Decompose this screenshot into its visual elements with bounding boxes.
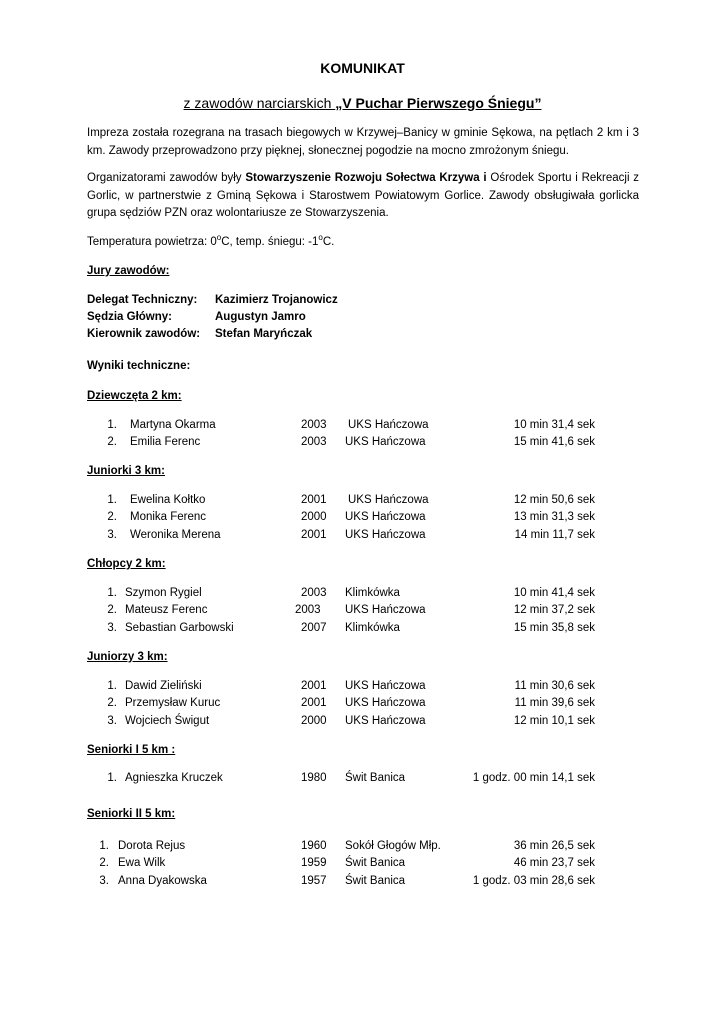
temp-unit: C. xyxy=(322,236,335,248)
club-name: Klimkówka xyxy=(345,587,400,599)
competitor-name: Dorota Rejus xyxy=(118,840,186,852)
club-name: UKS Hańczowa xyxy=(345,697,426,710)
birth-year: 2007 xyxy=(301,621,327,634)
result-time: 11 min 30,6 sek xyxy=(514,680,595,692)
club-name: UKS Hańczowa xyxy=(345,714,426,727)
result-row xyxy=(0,622,725,639)
competitor-name: Martyna Okarma xyxy=(130,419,216,431)
place-number: 2. xyxy=(107,511,117,524)
club-name: UKS Hańczowa xyxy=(345,680,426,692)
place-number: 1. xyxy=(99,840,109,852)
event-name: „V Puchar Pierwszego Śniegu” xyxy=(335,95,542,111)
category-heading: Dziewczęta 2 km: xyxy=(87,390,182,402)
result-time: 36 min 26,5 sek xyxy=(513,840,595,852)
jury-person: Kazimierz Trojanowicz xyxy=(215,294,338,306)
place-number: 3. xyxy=(107,528,117,541)
result-time: 13 min 31,3 sek xyxy=(513,511,595,524)
place-number: 1. xyxy=(107,680,117,692)
result-time: 1 godz. 03 min 28,6 sek xyxy=(472,874,595,887)
club-name: Świt Banica xyxy=(345,874,406,887)
document-subtitle xyxy=(0,95,725,111)
birth-year: 1980 xyxy=(301,772,327,784)
result-row xyxy=(0,604,725,621)
birth-year: 2001 xyxy=(301,680,327,692)
birth-year: 2001 xyxy=(301,697,327,710)
birth-year: 2000 xyxy=(301,511,327,524)
club-name: Sokół Głogów Młp. xyxy=(345,840,441,852)
jury-person: Stefan Maryńczak xyxy=(215,328,313,340)
club-name: Klimkówka xyxy=(345,621,400,634)
place-number: 1. xyxy=(107,772,117,784)
place-number: 2. xyxy=(107,604,117,617)
temp-snow-label: C, temp. śniegu: -1 xyxy=(221,236,319,248)
results-heading: Wyniki techniczne: xyxy=(87,360,191,372)
birth-year: 2001 xyxy=(301,494,327,506)
birth-year: 1959 xyxy=(301,857,327,870)
competitor-name: Weronika Merena xyxy=(130,528,221,541)
jury-role: Kierownik zawodów: xyxy=(87,328,201,340)
temperature-line xyxy=(87,234,639,252)
club-name: Świt Banica xyxy=(345,772,406,784)
result-row xyxy=(0,697,725,714)
club-name: UKS Hańczowa xyxy=(345,604,426,617)
organizers-rest: Ośrodek Sportu i Rekreacji z Gorlic, w partnerstwie z Gminą Sękowa i Starostwem Powiatowym Gorlice. Zawody obsługiwała gorlicka grupa sędziów PZN oraz wolontariusze ze Stowarzyszenia. xyxy=(87,172,640,219)
result-time: 10 min 41,4 sek xyxy=(513,587,595,599)
result-row xyxy=(0,511,725,528)
result-row xyxy=(0,715,725,732)
competitor-name: Przemysław Kuruc xyxy=(125,697,221,710)
category-heading: Seniorki II 5 km: xyxy=(87,808,176,820)
competitor-name: Ewa Wilk xyxy=(118,857,166,870)
birth-year: 1960 xyxy=(301,840,327,852)
competitor-name: Ewelina Kołtko xyxy=(130,494,206,506)
club-name: UKS Hańczowa xyxy=(345,528,426,541)
document-title: KOMUNIKAT xyxy=(320,60,405,76)
place-number: 1. xyxy=(107,587,117,599)
place-number: 3. xyxy=(107,621,117,634)
result-time: 46 min 23,7 sek xyxy=(513,857,595,870)
competitor-name: Sebastian Garbowski xyxy=(125,621,234,634)
temp-air-label: Temperatura powietrza: 0 xyxy=(87,236,217,248)
birth-year: 2000 xyxy=(301,714,327,727)
result-row xyxy=(0,529,725,546)
result-row xyxy=(0,875,725,892)
category-heading: Chłopcy 2 km: xyxy=(87,558,166,570)
result-time: 15 min 35,8 sek xyxy=(513,621,595,634)
competitor-name: Agnieszka Kruczek xyxy=(125,772,223,784)
place-number: 3. xyxy=(107,714,117,727)
birth-year: 2003 xyxy=(301,587,327,599)
result-row xyxy=(0,587,725,604)
place-number: 1. xyxy=(107,494,117,506)
result-time: 11 min 39,6 sek xyxy=(514,697,595,710)
competitor-name: Szymon Rygiel xyxy=(125,587,202,599)
birth-year: 2003 xyxy=(301,419,327,431)
subtitle-prefix: z zawodów narciarskich xyxy=(183,95,336,111)
result-time: 14 min 11,7 sek xyxy=(514,528,595,541)
intro-paragraph-1: Impreza została rozegrana na trasach biegowych w Krzywej–Banicy w gminie Sękowa, na pętlach 2 km i 3 km. Zawody przeprowadzono przy pięknej, słonecznej pogodzie na mocno zmrożonym śniegu. xyxy=(87,127,639,157)
jury-role: Delegat Techniczny: xyxy=(87,294,198,306)
place-number: 2. xyxy=(107,697,117,710)
category-heading: Juniorzy 3 km: xyxy=(87,651,168,663)
category-heading: Seniorki I 5 km : xyxy=(87,744,176,756)
club-name: UKS Hańczowa xyxy=(345,511,426,524)
competitor-name: Monika Ferenc xyxy=(130,511,207,524)
competitor-name: Wojciech Świgut xyxy=(125,714,210,727)
intro-paragraph-2 xyxy=(87,170,639,223)
degree-sign: o xyxy=(216,233,222,243)
result-row xyxy=(0,857,725,874)
place-number: 2. xyxy=(99,857,109,870)
organizers-intro: Organizatorami zawodów były xyxy=(87,172,246,184)
result-time: 15 min 41,6 sek xyxy=(513,436,595,449)
jury-person: Augustyn Jamro xyxy=(215,311,306,323)
organizers-bold: Stowarzyszenie Rozwoju Sołectwa Krzywa i xyxy=(245,172,491,184)
club-name: UKS Hańczowa xyxy=(348,494,429,506)
place-number: 2. xyxy=(107,436,117,449)
result-row xyxy=(0,419,725,436)
club-name: UKS Hańczowa xyxy=(348,419,429,431)
result-row xyxy=(0,772,725,789)
result-row xyxy=(0,436,725,453)
club-name: Świt Banica xyxy=(345,857,406,870)
jury-heading: Jury zawodów: xyxy=(87,265,170,277)
competitor-name: Anna Dyakowska xyxy=(118,874,207,887)
place-number: 1. xyxy=(107,419,117,431)
result-row xyxy=(0,494,725,511)
birth-year: 2001 xyxy=(301,528,327,541)
birth-year: 1957 xyxy=(301,874,327,887)
competitor-name: Mateusz Ferenc xyxy=(125,604,208,617)
result-row xyxy=(0,680,725,697)
competitor-name: Emilia Ferenc xyxy=(130,436,201,449)
degree-sign: o xyxy=(318,233,323,243)
result-time: 12 min 50,6 sek xyxy=(513,494,595,506)
place-number: 3. xyxy=(99,874,109,887)
jury-role: Sędzia Główny: xyxy=(87,311,172,323)
club-name: UKS Hańczowa xyxy=(345,436,426,449)
birth-year: 2003 xyxy=(301,436,327,449)
result-row xyxy=(0,840,725,857)
result-time: 1 godz. 00 min 14,1 sek xyxy=(472,772,595,784)
birth-year: 2003 xyxy=(295,604,321,617)
category-heading: Juniorki 3 km: xyxy=(87,465,165,477)
result-time: 12 min 10,1 sek xyxy=(513,714,595,727)
competitor-name: Dawid Zieliński xyxy=(125,680,202,692)
result-time: 12 min 37,2 sek xyxy=(513,604,595,617)
result-time: 10 min 31,4 sek xyxy=(513,419,595,431)
